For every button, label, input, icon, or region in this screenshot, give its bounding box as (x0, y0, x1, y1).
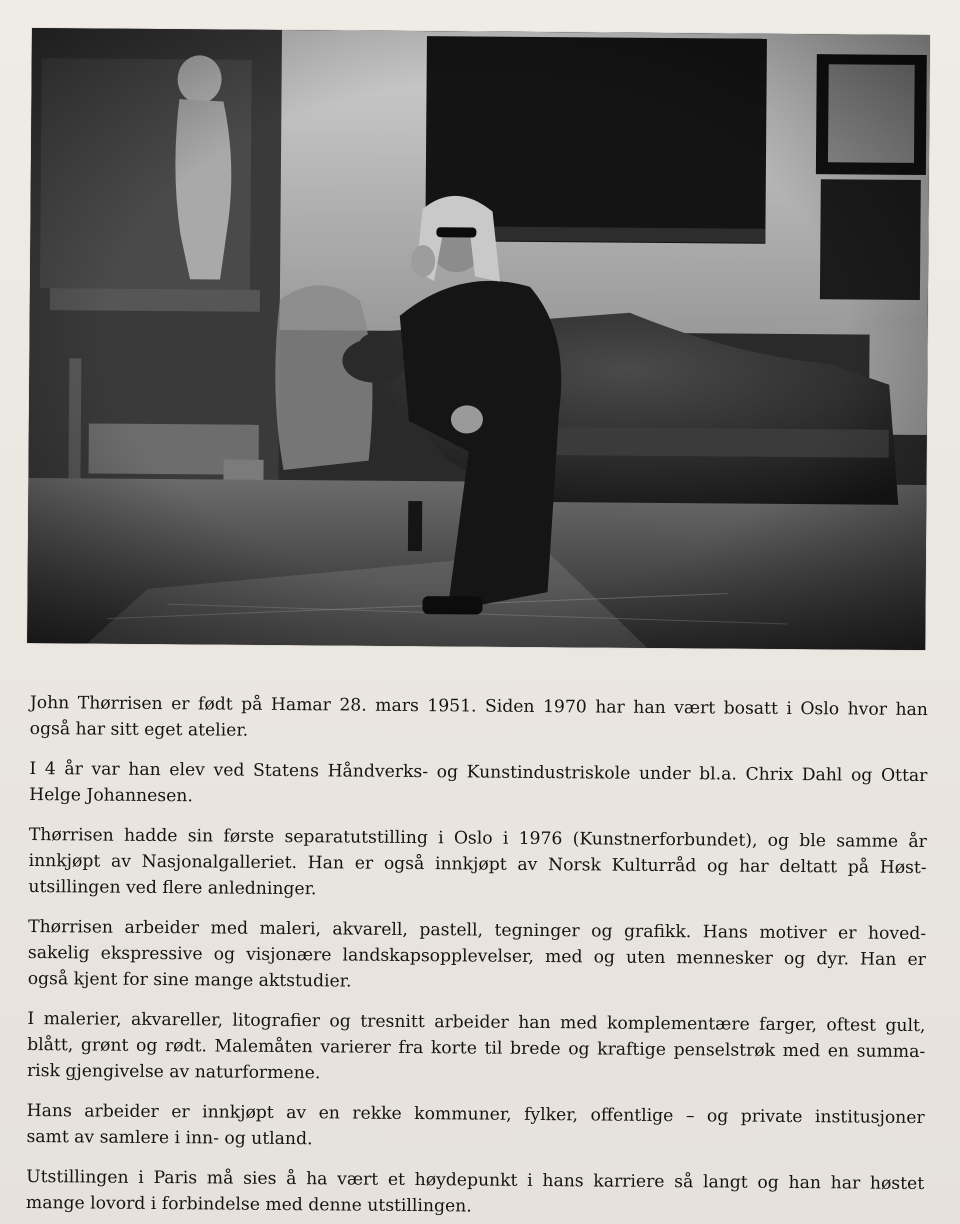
text-line: også kjent for sine mange aktstudier. (27, 968, 352, 992)
artist-studio-photograph (27, 28, 930, 650)
text-line: blått, grønt og rødt. Malemåten varierer fra korte til brede og kraftige penselstrøk med en summa- (27, 1034, 926, 1063)
paragraph-technique (27, 1006, 926, 1091)
text-line: Thørrisen hadde sin første separatutstilling i Oslo i 1976 (Kunstnerforbundet), og ble samme år (28, 824, 927, 853)
paragraph-media (28, 914, 927, 999)
photo-illustration (27, 28, 930, 650)
text-line: mange lovord i forbindelse med denne utstillingen. (25, 1192, 472, 1217)
text-line: Thørrisen arbeider med maleri, akvarell, pastell, tegninger og grafikk. Hans motiver er hoved- (28, 916, 927, 945)
text-line: John Thørrisen er født på Hamar 28. mars 1951. Siden 1970 har han vært bosatt i Oslo hvor han (29, 692, 928, 721)
biography-text (26, 690, 928, 1224)
text-line: også har sitt eget atelier. (29, 718, 249, 741)
paragraph-collections (26, 1098, 924, 1157)
text-line: innkjøpt av Nasjonalgalleriet. Han er også innkjøpt av Norsk Kulturråd og har deltatt på Høst- (28, 850, 927, 879)
paragraph-paris (26, 1164, 924, 1223)
paragraph-exhibitions (28, 822, 927, 907)
text-line: Utstillingen i Paris må sies å ha vært et høydepunkt i hans karriere så langt og han har høstet (26, 1166, 925, 1195)
paragraph-education (29, 756, 927, 815)
text-line: Hans arbeider er innkjøpt av en rekke kommuner, fylker, offentlige – og private institusjoner (26, 1100, 925, 1129)
text-line: sakelig ekspressive og visjonære landskapsopplevelser, med og uten mennesker og dyr. Han er (27, 942, 926, 971)
text-line: samt av samlere i inn- og utland. (26, 1126, 313, 1150)
text-line: utsillingen ved flere anledninger. (28, 876, 317, 900)
text-line: risk gjengivelse av naturformene. (26, 1060, 321, 1084)
paragraph-birth (30, 690, 928, 749)
text-line: Helge Johannesen. (29, 784, 193, 807)
text-line: I malerier, akvareller, litografier og tresnitt arbeider han med komplementære farger, oftest gult, (27, 1008, 926, 1037)
text-line: I 4 år var han elev ved Statens Håndverks- og Kunstindustriskole under bl.a. Chrix Dahl og Ottar (29, 758, 928, 787)
